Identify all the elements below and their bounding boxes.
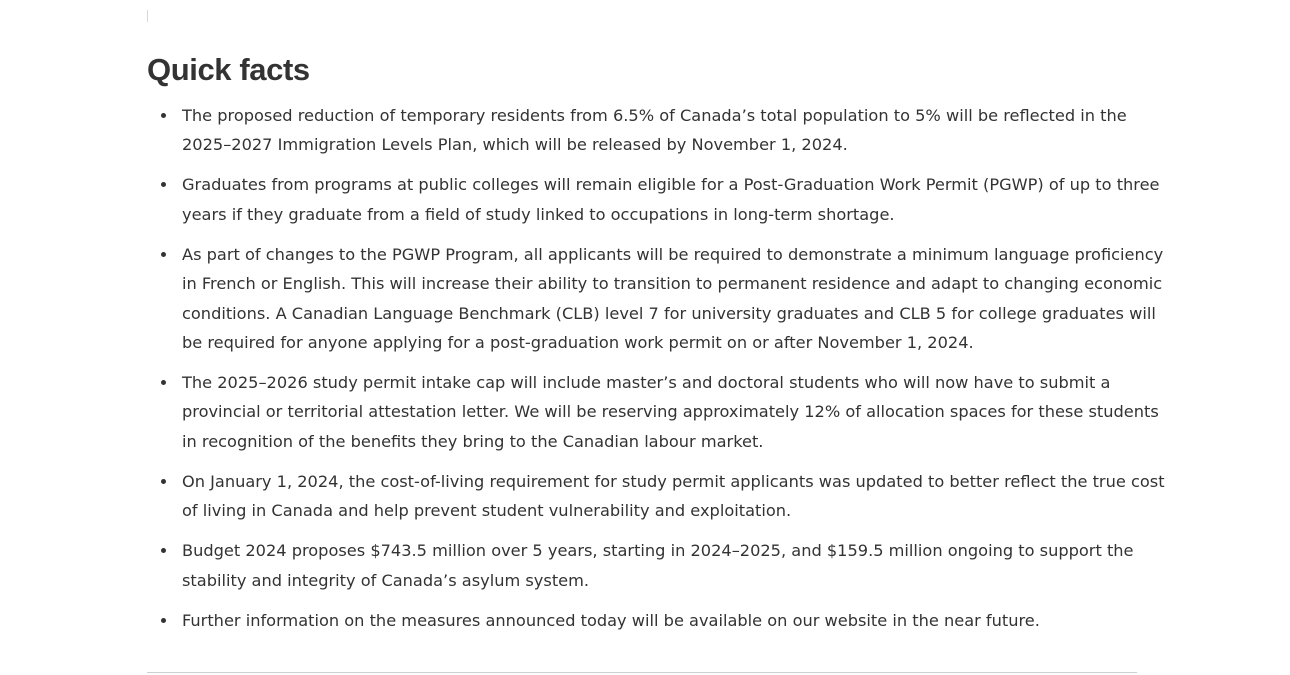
list-item bbox=[147, 467, 1177, 526]
list-item bbox=[147, 368, 1177, 456]
list-item bbox=[147, 606, 1177, 635]
list-item-text: On January 1, 2024, the cost-of-living requirement for study permit applicants was updated to better reflect the true cost of living in Canada and help prevent student vulnerability and exploitation. bbox=[182, 471, 1165, 521]
list-item-text: Budget 2024 proposes $743.5 million over 5 years, starting in 2024–2025, and $159.5 million ongoing to support the stability and integrity of Canada’s asylum system. bbox=[182, 541, 1134, 590]
list-item bbox=[147, 240, 1177, 358]
list-item-text: Graduates from programs at public colleges will remain eligible for a Post-Graduation Work Permit (PGWP) of up to three years if they graduate from a field of study linked to occupations in long-term shortage. bbox=[182, 175, 1160, 224]
bullet-icon bbox=[161, 548, 166, 553]
bullet-icon bbox=[161, 618, 166, 623]
list-item bbox=[147, 101, 1177, 160]
section-divider bbox=[147, 672, 1137, 673]
list-item bbox=[147, 170, 1177, 229]
bullet-icon bbox=[161, 380, 166, 385]
quick-facts-section bbox=[147, 0, 1177, 675]
quick-facts-list bbox=[147, 101, 1177, 646]
list-item-text: As part of changes to the PGWP Program, all applicants will be required to demonstrate a minimum language proficiency in French or English. This will increase their ability to transition to permanent residence and adapt to changing economic conditions. A Canadian Language Benchmark (CLB) level 7 for university graduates and CLB 5 for college graduates will be required for anyone applying for a post-graduation work permit on or after November 1, 2024. bbox=[182, 244, 1164, 353]
section-heading: Quick facts bbox=[147, 52, 310, 87]
list-item-text: The 2025–2026 study permit intake cap will include master’s and doctoral students who will now have to submit a provincial or territorial attestation letter. We will be reserving approximately 12% of allocation spaces for these students in recognition of the benefits they bring to the Canadian labour market. bbox=[182, 373, 1159, 451]
list-item bbox=[147, 536, 1177, 595]
list-item-text: Further information on the measures announced today will be available on our website in the near future. bbox=[182, 610, 1040, 630]
bullet-icon bbox=[161, 182, 166, 187]
bullet-icon bbox=[161, 479, 166, 484]
bullet-icon bbox=[161, 252, 166, 257]
page-edge-mark bbox=[147, 10, 148, 22]
bullet-icon bbox=[161, 113, 166, 118]
list-item-text: The proposed reduction of temporary residents from 6.5% of Canada’s total population to 5% will be reflected in the 2025–2027 Immigration Levels Plan, which will be released by November 1, 2024. bbox=[182, 106, 1127, 155]
